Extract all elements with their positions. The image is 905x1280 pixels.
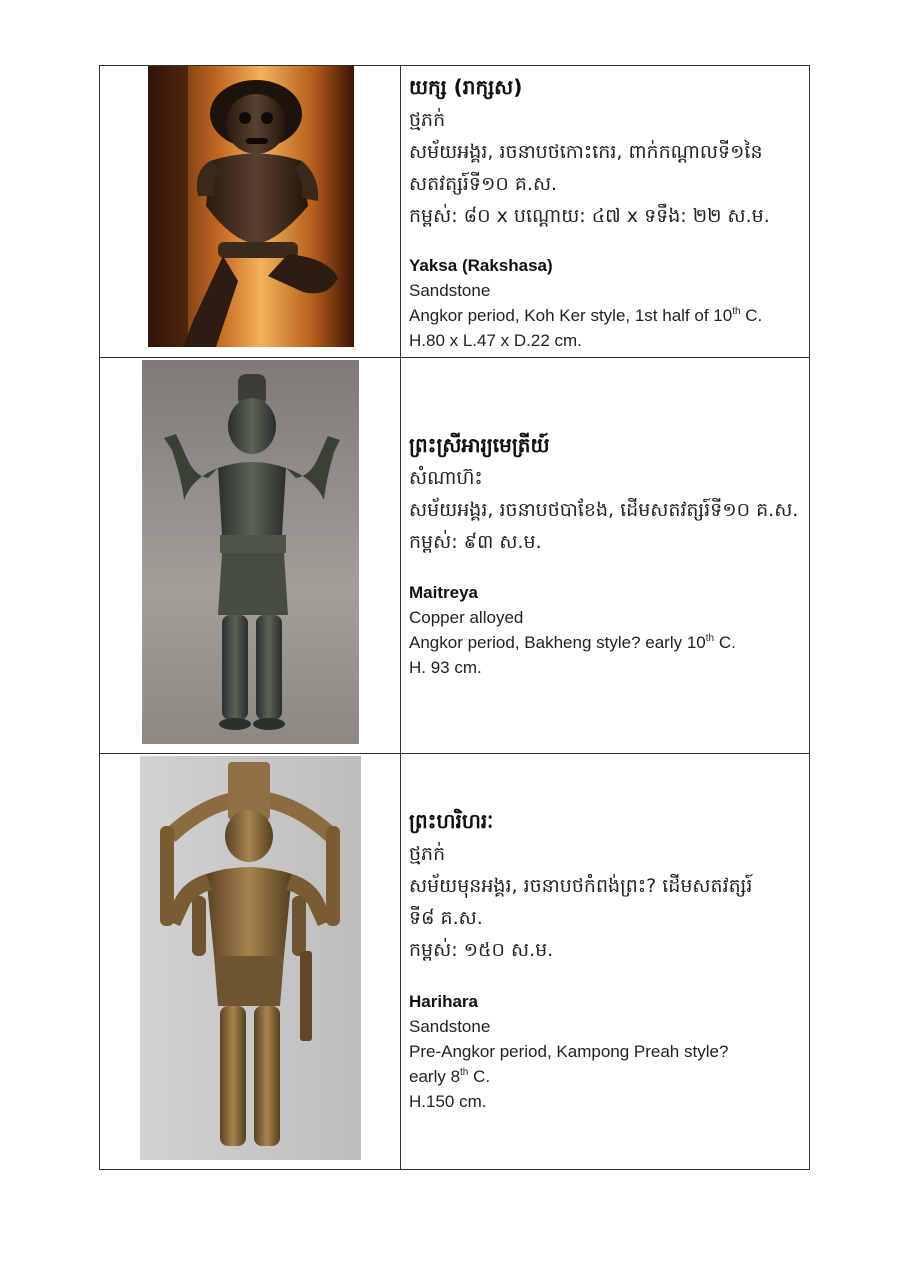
khmer-dimensions: កម្ពស់: ៩៣ ស.ម. [409, 531, 542, 553]
english-period-line2 [409, 1064, 803, 1089]
image-cell [100, 754, 401, 1169]
khmer-material: សំណាហ៊ះ [409, 467, 483, 489]
english-dimensions: H. 93 cm. [409, 658, 482, 677]
khmer-dimensions: កម្ពស់: ៨០ x បណ្តោយ: ៤៧ x ទទឹង: ២២ ស.ម. [409, 205, 770, 227]
english-description [409, 989, 803, 1114]
english-dimensions: H.150 cm. [409, 1092, 487, 1111]
english-period [409, 630, 803, 655]
english-title: Harihara [409, 992, 478, 1011]
english-title: Maitreya [409, 583, 478, 602]
ordinal-suffix: th [705, 633, 715, 644]
khmer-description [409, 804, 803, 966]
khmer-period-line: សម័យអង្គរ, រចនាបថកោះកេរ, ពាក់កណ្តាលទី១នៃ [409, 141, 763, 163]
khmer-material: ថ្មភក់ [409, 109, 446, 131]
english-dimensions: H.80 x L.47 x D.22 cm. [409, 331, 582, 350]
text-cell [401, 358, 809, 753]
ordinal-suffix: th [732, 306, 741, 317]
khmer-period-line: ទី៨ គ.ស. [409, 907, 483, 929]
khmer-period-line: សតវត្សរ៍ទី១០ គ.ស. [409, 173, 558, 195]
catalog-row-maitreya [100, 358, 809, 754]
english-material: Copper alloyed [409, 608, 524, 627]
english-period-text: Angkor period, Koh Ker style, 1st half of 10 [409, 306, 733, 325]
khmer-description [409, 428, 803, 558]
english-title: Yaksa (Rakshasa) [409, 256, 553, 275]
khmer-material: ថ្មភក់ [409, 843, 446, 865]
english-period: Pre-Angkor period, Kampong Preah style? [409, 1042, 729, 1061]
catalog-table [99, 65, 810, 1170]
english-material: Sandstone [409, 1017, 491, 1036]
ordinal-suffix: th [460, 1067, 469, 1078]
yaksa-statue-photo [148, 66, 354, 347]
khmer-period-line: សម័យអង្គរ, រចនាបថបាខែង, ដើមសតវត្សរ៍ទី១០ គ.ស. [409, 499, 799, 521]
catalog-row-yaksa [100, 66, 809, 358]
english-period-text: Angkor period, Bakheng style? early 10 [409, 633, 706, 652]
english-material: Sandstone [409, 281, 491, 300]
image-cell [100, 358, 401, 753]
text-cell [401, 754, 809, 1169]
khmer-title: ព្រះហរិហរៈ [409, 809, 494, 833]
khmer-title: យក្ស (រាក្សស) [409, 75, 523, 99]
harihara-statue-photo [140, 756, 361, 1160]
khmer-title: ព្រះស្រីអារ្យមេត្រីយ៍ [409, 433, 550, 457]
catalog-row-harihara [100, 754, 809, 1169]
khmer-dimensions: កម្ពស់: ១៥០ ស.ម. [409, 939, 554, 961]
text-cell [401, 66, 809, 357]
image-cell [100, 66, 401, 357]
khmer-description [409, 70, 803, 232]
english-period-end: C. [714, 633, 736, 652]
english-description [409, 580, 803, 680]
maitreya-statue-photo [142, 360, 359, 744]
english-period-end: C. [468, 1067, 491, 1086]
english-period [409, 303, 803, 328]
english-description [409, 253, 803, 353]
khmer-period-line: សម័យមុនអង្គរ, រចនាបថកំពង់ព្រះ? ដើមសតវត្សរ៍ [409, 875, 753, 897]
english-period-end: C. [740, 306, 763, 325]
english-period-text: early 8 [409, 1067, 461, 1086]
